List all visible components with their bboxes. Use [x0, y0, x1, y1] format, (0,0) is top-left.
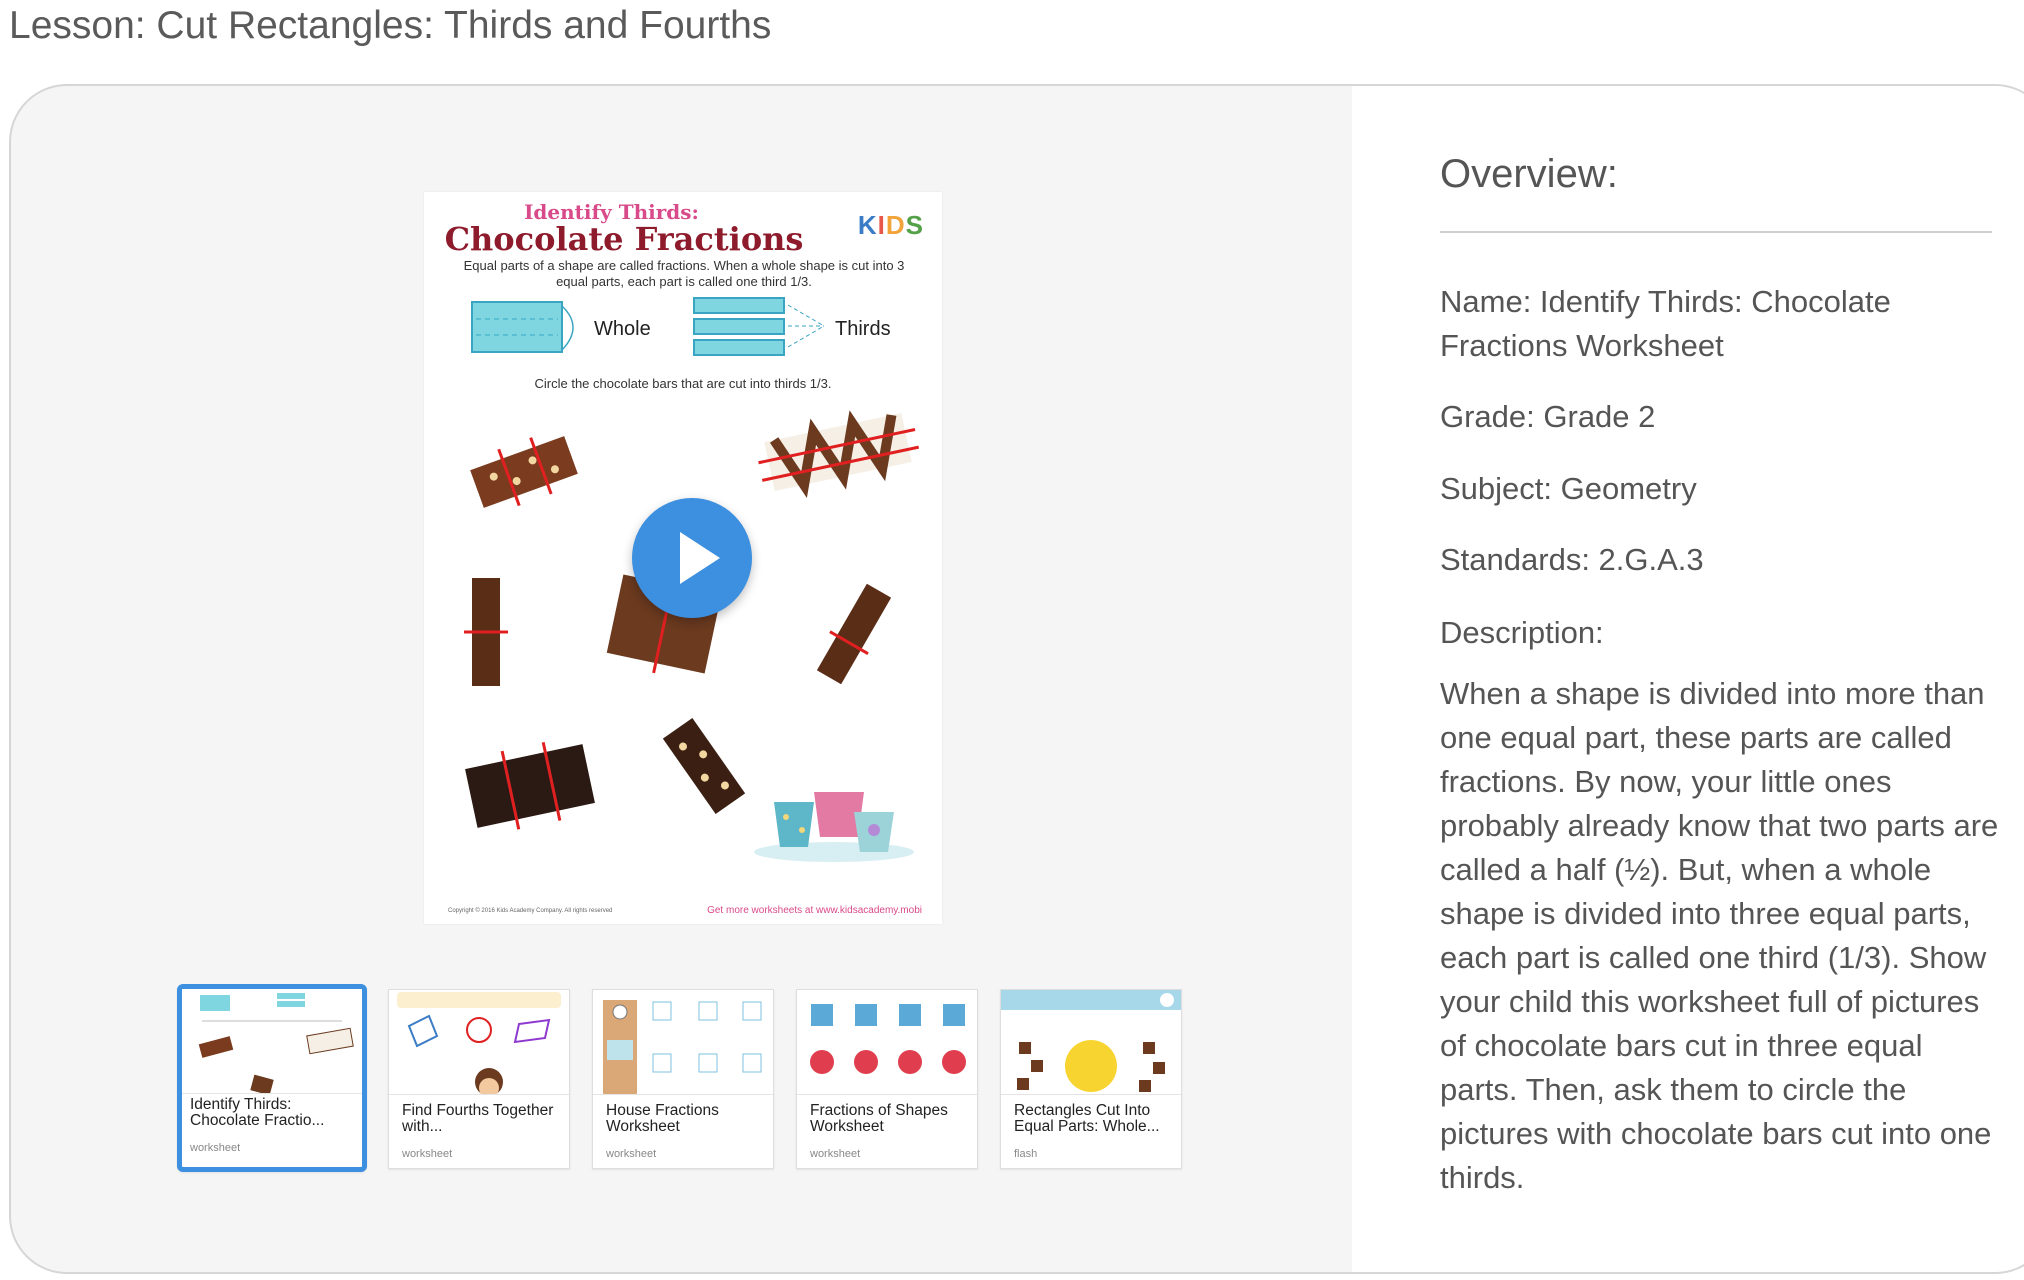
thumbnail-title: House Fractions Worksheet — [606, 1102, 719, 1135]
thumbnail-type: flash — [1014, 1148, 1038, 1160]
thumbnail-image — [797, 990, 977, 1095]
play-button[interactable] — [632, 498, 752, 618]
thumbnail-image — [182, 989, 362, 1094]
play-icon — [632, 498, 752, 618]
thumbnail-identify-thirds[interactable] — [177, 984, 367, 1172]
whole-label: Whole — [594, 318, 651, 340]
thumbnail-fractions-of-shapes[interactable] — [796, 989, 978, 1169]
thumbnail-find-fourths[interactable] — [388, 989, 570, 1169]
thumbnail-house-fractions[interactable] — [592, 989, 774, 1169]
worksheet-title: Chocolate Fractions — [444, 220, 804, 258]
overview-panel — [1352, 86, 2024, 1272]
overview-description: When a shape is divided into more than one equal part, these parts are called fractions. By now, your little ones probably already know that two parts are called a half (½). But, when a whole shape is divided into three equal parts, each part is called one third (1/3). Show your child this worksheet full of pictures of chocolate bars cut in three equal parts. Then, ask them to circle the pictures with chocolate bars cut into one thirds. — [1440, 676, 1999, 1195]
overview-divider — [1440, 231, 1992, 233]
overview-heading: Overview: — [1440, 152, 1618, 196]
page-title: Lesson: Cut Rectangles: Thirds and Fourths — [9, 4, 772, 47]
thumbnail-image — [1001, 990, 1181, 1095]
thumbnail-type: worksheet — [402, 1148, 453, 1160]
worksheet-copyright: Copyright © 2016 Kids Academy Company. All rights reserved — [448, 908, 613, 914]
thumbnail-type: worksheet — [190, 1142, 241, 1154]
thumbnail-type: worksheet — [810, 1148, 861, 1160]
thumbnail-image — [389, 990, 569, 1095]
kids-academy-logo: KIDS — [857, 210, 924, 240]
thumbnail-image — [593, 990, 773, 1095]
thumbnail-title: Fractions of Shapes Worksheet — [810, 1102, 948, 1135]
overview-grade: Grade: Grade 2 — [1440, 399, 1656, 434]
overview-description-label: Description: — [1440, 615, 1604, 650]
thumbnail-title: Rectangles Cut Into Equal Parts: Whole... — [1014, 1102, 1160, 1135]
overview-subject: Subject: Geometry — [1440, 471, 1697, 506]
thumbnail-rectangles-equal-parts[interactable] — [1000, 989, 1182, 1169]
thumbnail-title: Identify Thirds: Chocolate Fractio... — [190, 1096, 325, 1129]
worksheet-intro: Equal parts of a shape are called fractions. When a whole shape is cut into 3 equal parts, each part is called one third 1/3. — [463, 258, 905, 289]
overview-name: Name: Identify Thirds: Chocolate Fractions Worksheet — [1440, 284, 1891, 363]
worksheet-instruction: Circle the chocolate bars that are cut into thirds 1/3. — [534, 376, 832, 391]
worksheet-footer-link: Get more worksheets at www.kidsacademy.mobi — [707, 905, 922, 916]
lesson-card — [9, 84, 2024, 1274]
worksheet-subtitle: Identify Thirds: — [524, 200, 699, 224]
thumbnail-type: worksheet — [606, 1148, 657, 1160]
overview-standards: Standards: 2.G.A.3 — [1440, 542, 1704, 577]
chocolate-bars-illustration — [424, 402, 942, 902]
thumbnail-title: Find Fourths Together with... — [402, 1102, 554, 1135]
thirds-label: Thirds — [835, 318, 891, 340]
